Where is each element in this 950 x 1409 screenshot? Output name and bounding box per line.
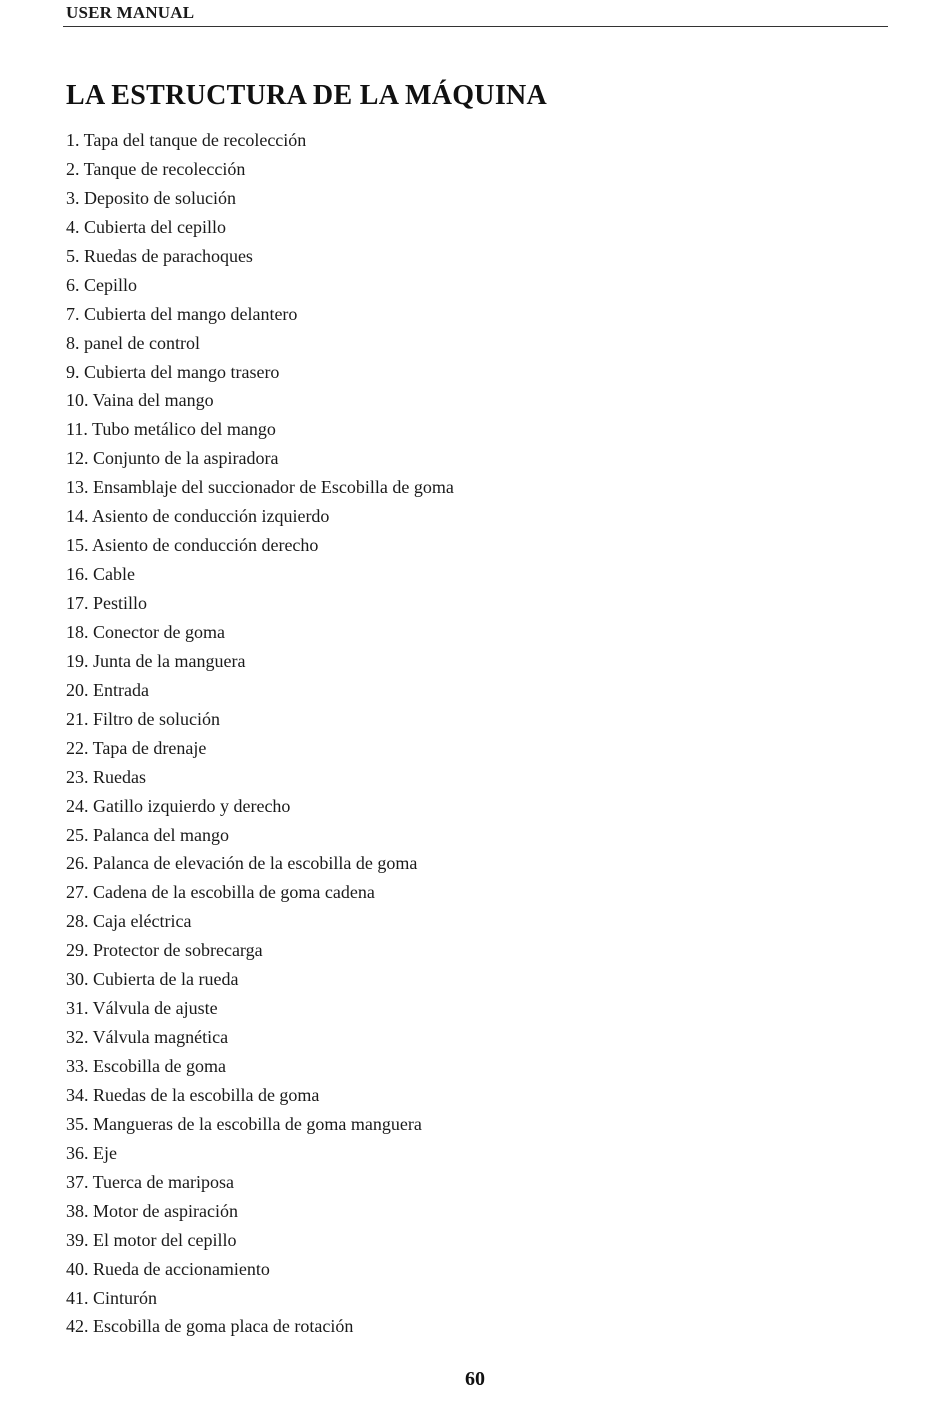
parts-list — [66, 126, 454, 1341]
list-item: 41. Cinturón — [66, 1287, 158, 1308]
list-item: 7. Cubierta del mango delantero — [66, 303, 298, 324]
list-item: 26. Palanca de elevación de la escobilla de goma — [66, 853, 418, 874]
list-item: 11. Tubo metálico del mango — [66, 419, 276, 440]
list-item: 25. Palanca del mango — [66, 824, 229, 845]
page-title: LA ESTRUCTURA DE LA MÁQUINA — [66, 80, 548, 111]
list-item: 18. Conector de goma — [66, 621, 225, 642]
list-item: 32. Válvula magnética — [66, 1027, 229, 1048]
list-item: 30. Cubierta de la rueda — [66, 969, 239, 990]
list-item: 36. Eje — [66, 1142, 117, 1163]
list-item: 29. Protector de sobrecarga — [66, 940, 263, 961]
list-item: 37. Tuerca de mariposa — [66, 1171, 234, 1192]
list-item: 20. Entrada — [66, 679, 149, 700]
list-item: 19. Junta de la manguera — [66, 650, 246, 671]
list-item: 21. Filtro de solución — [66, 708, 220, 729]
list-item: 42. Escobilla de goma placa de rotación — [66, 1316, 354, 1337]
list-item: 3. Deposito de solución — [66, 187, 236, 208]
list-item: 23. Ruedas — [66, 766, 146, 787]
list-item: 9. Cubierta del mango trasero — [66, 361, 280, 382]
list-item: 35. Mangueras de la escobilla de goma manguera — [66, 1113, 422, 1134]
page-number: 60 — [465, 1368, 485, 1390]
list-item: 2. Tanque de recolección — [66, 158, 246, 179]
list-item: 4. Cubierta del cepillo — [66, 216, 226, 237]
list-item: 13. Ensamblaje del succionador de Escobilla de goma — [66, 477, 454, 498]
running-header: USER MANUAL — [66, 3, 195, 22]
list-item: 5. Ruedas de parachoques — [66, 245, 253, 266]
list-item: 24. Gatillo izquierdo y derecho — [66, 795, 291, 816]
list-item: 22. Tapa de drenaje — [66, 737, 207, 758]
list-item: 1. Tapa del tanque de recolección — [66, 130, 307, 150]
list-item: 6. Cepillo — [66, 274, 137, 295]
list-item: 40. Rueda de accionamiento — [66, 1258, 270, 1279]
list-item: 39. El motor del cepillo — [66, 1229, 237, 1250]
list-item: 14. Asiento de conducción izquierdo — [66, 506, 330, 527]
header-divider — [63, 26, 888, 27]
list-item: 10. Vaina del mango — [66, 390, 214, 411]
list-item: 28. Caja eléctrica — [66, 911, 192, 932]
list-item: 38. Motor de aspiración — [66, 1200, 238, 1221]
list-item: 8. panel de control — [66, 332, 200, 353]
list-item: 27. Cadena de la escobilla de goma cadena — [66, 882, 375, 903]
list-item: 16. Cable — [66, 564, 135, 585]
list-item: 33. Escobilla de goma — [66, 1056, 226, 1076]
list-item: 17. Pestillo — [66, 593, 148, 613]
list-item: 12. Conjunto de la aspiradora — [66, 448, 279, 469]
list-item: 31. Válvula de ajuste — [66, 998, 218, 1019]
list-item: 34. Ruedas de la escobilla de goma — [66, 1084, 320, 1105]
list-item: 15. Asiento de conducción derecho — [66, 535, 319, 556]
